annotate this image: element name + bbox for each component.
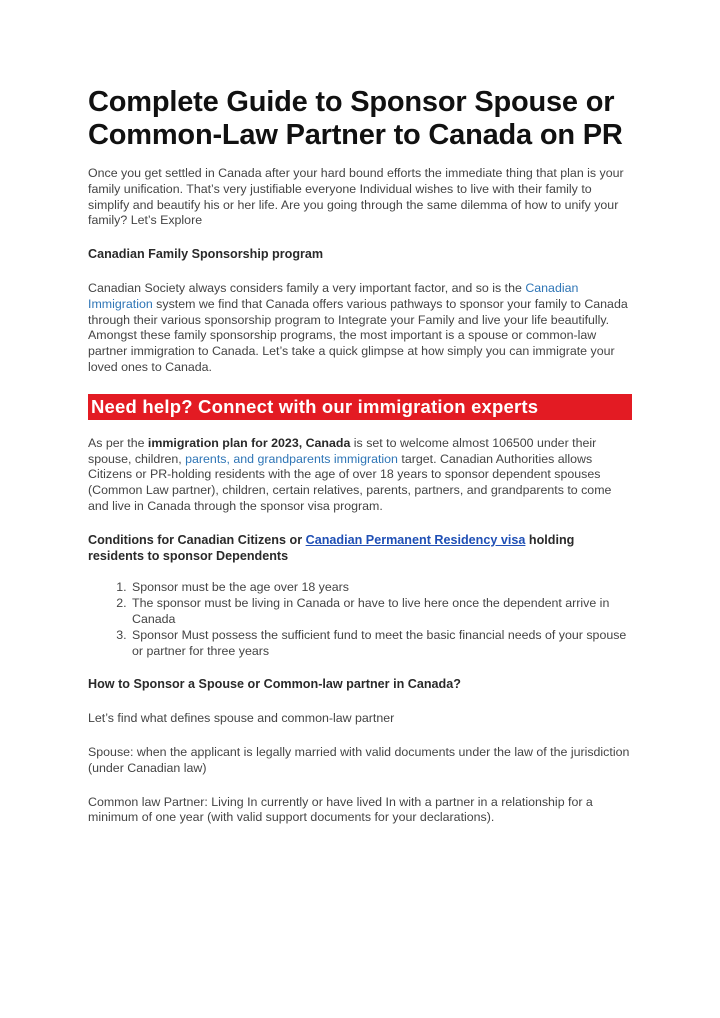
intro-paragraph: Once you get settled in Canada after your hard bound efforts the immediate thing that plan is your family unification. That’s very justifiable everyone Individual wishes to live with their family to simplify and beautify his or her life. Are you going through the same dilemma of how to unify your family? Let’s Explore [88,166,624,228]
text-segment: system we find that Canada offers various pathways to sponsor your family to Canada through their various sponsorship program to Integrate your Family and live your life beautifully. Amongst these family sponsorship programs, the most important is a spouse or common-law partner immigration to Canada. Let’s take a quick glimpse at how simply you can immigrate your loved ones to Canada. [88,296,628,374]
heading-segment: Conditions for Canadian Citizens or [88,532,306,547]
heading-segment: holding residents to sponsor Dependents [88,532,575,563]
list-item: 1. Sponsor must be the age over 18 years [130,580,632,596]
page-title: Complete Guide to Sponsor Spouse or Common-Law Partner to Canada on PR [88,86,623,151]
canadian-immigration-link[interactable]: Canadian Immigration [88,280,579,311]
list-item: 2. The sponsor must be living in Canada or have to live here once the dependent arrive in Canada [130,596,632,628]
text-segment: target. Canadian Authorities allows Citizens or PR-holding residents with the age of over 18 years to sponsor dependent spouses (Common Law partner), children, certain relatives, parents, partners, and grandparents to come and live in Canada through the sponsor visa program. [88,451,612,513]
immigration-plan-paragraph [88,436,632,515]
list-item: 3. Sponsor Must possess the sufficient fund to meet the basic financial needs of your spouse or partner for three years [130,628,632,660]
text-segment: is set to welcome almost 106500 under their spouse, children, [88,435,597,466]
common-law-definition: Common law Partner: Living In currently or have lived In with a partner in a relationship for a minimum of one year (with valid support documents for your declarations). [88,794,593,825]
section-heading-conditions [88,533,632,565]
section-heading-how-to-sponsor: How to Sponsor a Spouse or Common-law partner in Canada? [88,677,461,692]
conditions-list [88,580,632,659]
family-sponsorship-paragraph [88,281,632,376]
pr-visa-link[interactable]: Canadian Permanent Residency visa [305,532,526,547]
text-segment: As per the [88,435,148,450]
connect-experts-banner[interactable]: Need help? Connect with our immigration experts [88,394,632,420]
spouse-definition: Spouse: when the applicant is legally married with valid documents under the law of the jurisdiction (under Canadian law) [88,744,630,775]
text-segment: Canadian Society always considers family a very important factor, and so is the [88,280,526,295]
parents-grandparents-link[interactable]: parents, and grandparents immigration [185,451,398,466]
bold-segment: immigration plan for 2023, Canada [147,435,351,450]
section-heading-family-sponsorship: Canadian Family Sponsorship program [88,247,324,262]
defines-paragraph: Let’s find what defines spouse and common-law partner [88,711,395,726]
